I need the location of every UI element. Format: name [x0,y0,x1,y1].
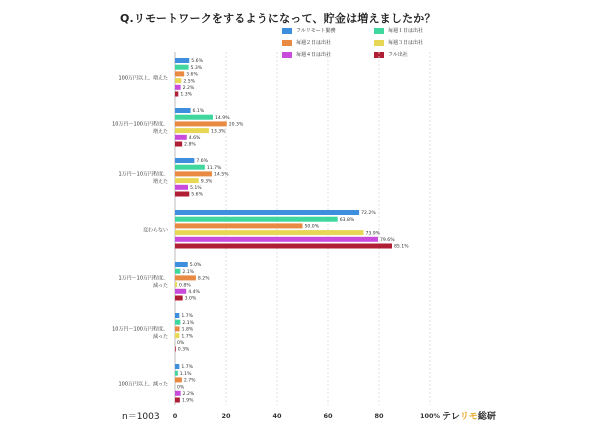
bar-value-label: 2.1% [182,269,195,275]
bar-value-label: 13.3% [210,129,226,135]
bar [175,269,180,274]
bar [175,92,178,97]
bar-value-label: 3.0% [184,296,197,302]
x-tick-label: 40 [272,412,282,420]
bar [175,313,179,318]
bar-value-label: 11.7% [206,165,222,171]
category-label: 減った [152,334,168,340]
bar-value-label: 5.3% [190,65,203,71]
legend-label: 毎週２日は出社 [296,40,332,46]
bar [175,71,184,76]
bar [175,320,180,325]
bar-value-label: 0% [177,385,185,391]
category-label: 10万円〜100万円程度、 [112,121,168,128]
bar-value-label: 79.6% [379,238,395,243]
bar-value-label: 2.1% [182,320,195,326]
category-label: 100万円以上、増えた [118,75,168,82]
bar [175,398,180,403]
bar-value-label: 1.7% [181,334,194,340]
category-label: 1万円〜10万円程度、 [118,171,168,178]
bar [175,364,179,369]
brand-part-3: 総研 [477,412,496,422]
bar-value-label: 1.3% [180,92,192,98]
category-label: 1万円〜10万円程度、 [118,275,168,282]
bar-value-label: 1.8% [181,327,194,333]
bar-value-label: 1.7% [181,365,194,371]
category-label: 増えた [152,179,168,185]
bar [175,165,205,170]
bar [175,65,189,70]
category-label: 100万円以上、減った [118,381,168,388]
bar-value-label: 0.8% [179,283,191,289]
bar [175,115,213,120]
legend-label: フル出社 [388,52,408,58]
bar-value-label: 2.7% [183,378,196,384]
bar [175,237,378,242]
bar-value-label: 2.8% [184,142,196,148]
bar [175,289,186,294]
bar [175,121,227,126]
bar-value-label: 63.8% [339,217,355,223]
category-label: 変わらない [142,227,168,234]
bar [175,347,176,352]
bar [175,78,181,83]
bar-value-label: 20.3% [228,122,244,128]
bar [175,275,196,280]
bar-value-label: 5.0% [189,263,202,269]
bar [175,128,209,133]
bar-value-label: 7.6% [196,159,209,165]
legend-label: フルリモート勤務 [296,28,336,34]
brand-part-1: テレ [442,412,460,422]
bar-value-label: 2.2% [182,86,195,91]
x-tick-label: 20 [221,412,231,420]
bar-value-label: 2.2% [182,392,195,397]
bar-value-label: 5.1% [190,186,202,191]
x-tick-label: 100% [419,412,441,420]
bar [175,371,178,376]
bar [175,391,181,396]
category-label: 減った [152,283,168,289]
bar [175,135,187,140]
brand-part-2: リモ [459,412,478,422]
legend-label: 毎週３日は出社 [388,40,424,46]
bar [175,171,212,176]
bar-value-label: 5.6% [191,192,203,198]
bar-value-label: 4.4% [188,290,200,295]
bar-value-label: 14.9% [214,115,230,121]
sample-size-label: n＝1003 [122,412,160,422]
bar [175,178,199,183]
bar [175,244,392,249]
bar [175,282,177,287]
x-tick-label: 60 [323,412,333,420]
bar [175,210,359,215]
bar-value-label: 3.6% [186,72,198,78]
bar-value-label: 4.6% [188,136,201,141]
bar-value-label: 1.9% [181,398,194,404]
category-label: 10万円〜100万円程度、 [112,326,168,333]
bar-value-label: 6.1% [192,109,205,115]
bar-value-label: 50.0% [304,224,320,230]
x-tick-label: 0 [172,412,178,420]
bar [175,377,182,382]
bar-value-label: 2.5% [183,79,196,85]
x-tick-label: 80 [374,412,384,420]
bar-value-label: 73.9% [365,231,381,237]
bar [175,230,363,235]
bar [175,326,180,331]
chart-title: Q.リモートワークをするようになって、貯金は増えましたか？ [120,12,436,25]
brand-logo [442,409,496,422]
bar [175,333,179,338]
bar [175,142,182,147]
bar [175,223,303,228]
bar [175,85,181,90]
bar-value-label: 0% [177,341,185,346]
bar [175,108,191,113]
bar-value-label: 5.6% [191,59,203,65]
bar-value-label: 85.1% [394,244,409,250]
bar-value-label: 1.1% [179,371,192,377]
bar-value-label: 72.2% [361,211,376,217]
category-label: 増えた [152,129,168,135]
bar-value-label: 0.3% [177,347,190,353]
bar-value-label: 14.5% [213,172,229,178]
bar-value-label: 8.2% [197,276,210,282]
bar-value-label: 9.3% [200,179,213,185]
bar [175,296,183,301]
bar [175,185,188,190]
bar [175,262,188,267]
bar-value-label: 1.7% [181,314,194,320]
bar [175,158,194,163]
bar [175,192,189,197]
bar [175,217,338,222]
legend-label: 毎週１日は出社 [388,28,424,34]
bar [175,58,189,63]
legend-label: 毎週４日は出社 [296,52,332,58]
